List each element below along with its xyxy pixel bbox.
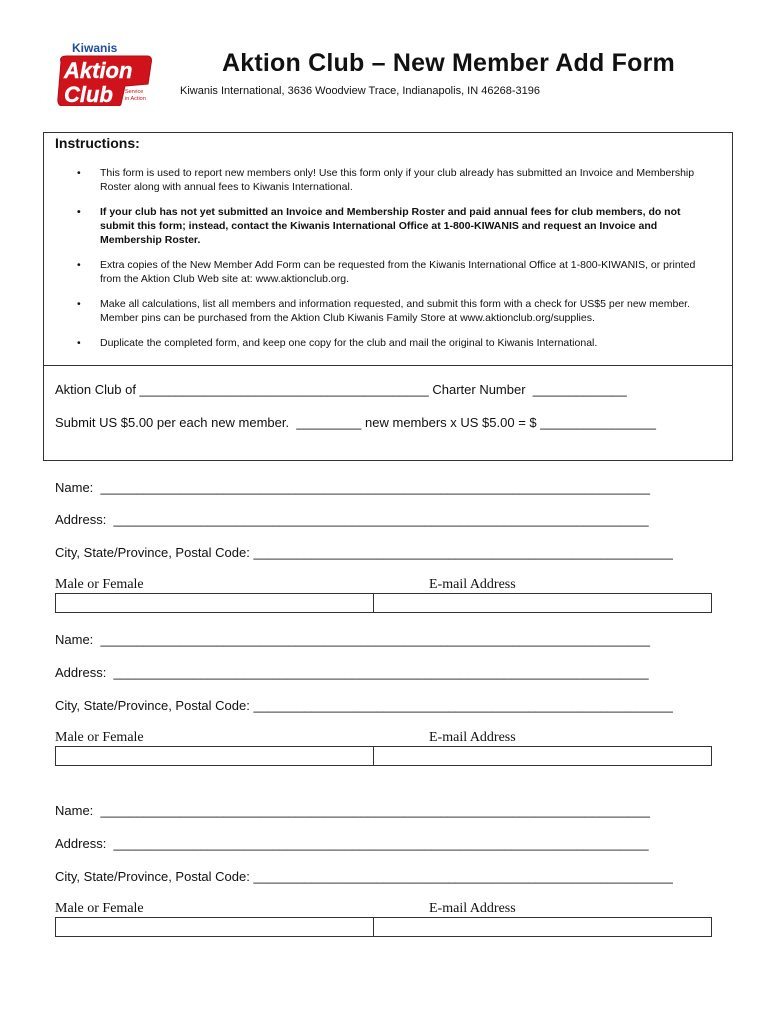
logo-aktion-text: Aktion — [64, 58, 133, 83]
gender-label: Male or Female — [55, 901, 144, 916]
club-info-box — [43, 366, 733, 461]
instruction-item: • Make all calculations, list all members and information requested, and submit this form with a check for US$5 per new member. Member pins can be purchased from the Aktion Club Kiwanis Family Store at www.aktionclub.org/supplies. — [77, 298, 691, 324]
bullet-icon: • — [77, 298, 81, 310]
gender-input[interactable] — [56, 594, 374, 612]
instruction-item: • Duplicate the completed form, and keep one copy for the club and mail the original to Kiwanis International. — [77, 337, 598, 349]
gender-email-input-row — [55, 917, 712, 937]
bullet-icon: • — [77, 206, 81, 218]
page-title: Aktion Club – New Member Add Form — [222, 49, 675, 77]
aktion-club-logo — [55, 40, 155, 106]
email-input[interactable] — [374, 918, 711, 936]
member-address-field[interactable]: Address: __________________________________________________________________________ — [55, 836, 649, 851]
logo-club-text: Club — [64, 82, 113, 106]
member-city-field[interactable]: City, State/Province, Postal Code: __________________________________________________________ — [55, 545, 673, 560]
bullet-icon: • — [77, 259, 81, 271]
instruction-item: • Extra copies of the New Member Add Form can be requested from the Kiwanis International Office at 1-800-KIWANIS, or printed from the Aktion Club Web site at: www.aktionclub.org. — [77, 259, 696, 285]
email-label: E-mail Address — [429, 730, 516, 745]
email-input[interactable] — [374, 747, 711, 765]
email-label: E-mail Address — [429, 577, 516, 592]
bullet-icon: • — [77, 337, 81, 349]
club-name-field[interactable]: Aktion Club of ________________________________________ Charter Number _____________ — [55, 382, 627, 397]
gender-label: Male or Female — [55, 730, 144, 745]
member-city-field[interactable]: City, State/Province, Postal Code: __________________________________________________________ — [55, 698, 673, 713]
gender-email-input-row — [55, 593, 712, 613]
member-city-field[interactable]: City, State/Province, Postal Code: __________________________________________________________ — [55, 869, 673, 884]
gender-input[interactable] — [56, 747, 374, 765]
gender-label: Male or Female — [55, 577, 144, 592]
instructions-title: Instructions: — [55, 135, 140, 151]
instruction-item: • This form is used to report new members only! Use this form only if your club already has submitted an Invoice and Membership Roster along with annual fees to Kiwanis International. — [77, 167, 695, 193]
instructions-list — [44, 166, 732, 361]
member-name-field[interactable]: Name: ____________________________________________________________________________ — [55, 803, 650, 818]
gender-email-input-row — [55, 746, 712, 766]
email-label: E-mail Address — [429, 901, 516, 916]
header-address: Kiwanis International, 3636 Woodview Trace, Indianapolis, IN 46268-3196 — [180, 85, 540, 97]
member-address-field[interactable]: Address: __________________________________________________________________________ — [55, 665, 649, 680]
email-input[interactable] — [374, 594, 711, 612]
bullet-icon: • — [77, 167, 81, 179]
instruction-item: • If your club has not yet submitted an Invoice and Membership Roster and paid annual fees for club members, do not submit this form; instead, contact the Kiwanis International Office at 1-800-KIWANIS and request an Invoice and Membership Roster. — [77, 206, 681, 246]
logo-tagline-2: in Action — [125, 96, 146, 102]
fee-calculation-field[interactable]: Submit US $5.00 per each new member. _________ new members x US $5.00 = $ ________________ — [55, 415, 656, 430]
member-name-field[interactable]: Name: ____________________________________________________________________________ — [55, 632, 650, 647]
member-name-field[interactable]: Name: ____________________________________________________________________________ — [55, 480, 650, 495]
member-address-field[interactable]: Address: __________________________________________________________________________ — [55, 512, 649, 527]
gender-input[interactable] — [56, 918, 374, 936]
logo-tagline-1: Service — [125, 89, 144, 95]
logo-kiwanis-text: Kiwanis — [72, 41, 118, 55]
instructions-box — [43, 132, 733, 366]
